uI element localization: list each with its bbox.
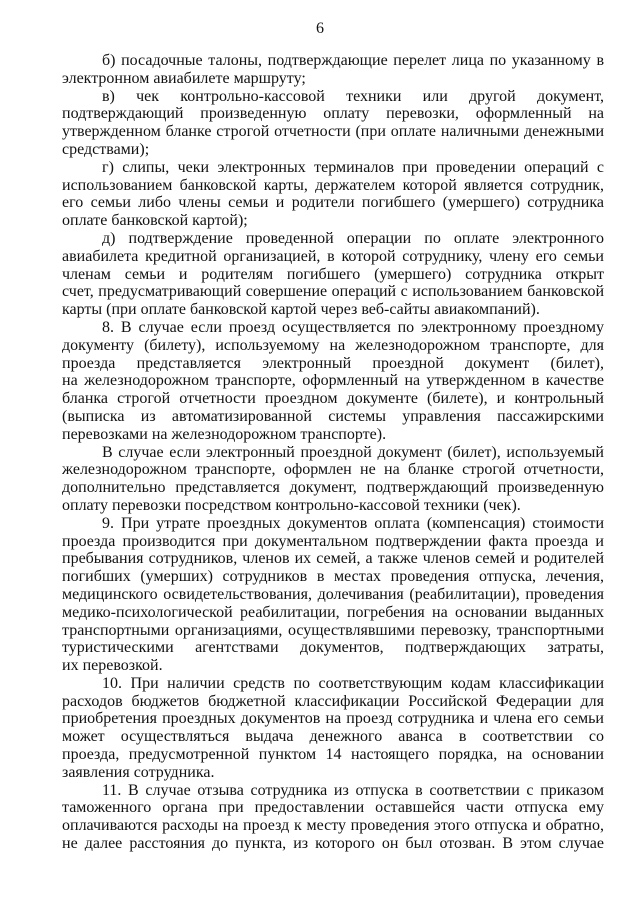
paragraph bbox=[62, 444, 604, 515]
text-line: 8. В случае если проезд осуществляется по электронному проездному bbox=[102, 318, 604, 336]
paragraph bbox=[62, 159, 604, 230]
text-line: В случае если электронный проездной документ (билет), используемый bbox=[102, 443, 604, 461]
text-line: в) чек контрольно-кассовой техники или другой документ, bbox=[102, 87, 604, 105]
text-line: погибших (умерших) сотрудников в местах проведения отпуска, лечения, bbox=[62, 568, 604, 586]
text-line: (выписка из автоматизированной системы управления пассажирскими bbox=[62, 407, 604, 425]
paragraph bbox=[62, 88, 604, 159]
text-line: подтверждающий произведенную оплату перевозки, оформленный на bbox=[62, 105, 604, 123]
text-line: оплачиваются расходы на проезд к месту проведения этого отпуска и обратно, bbox=[62, 817, 604, 835]
page-number: 6 bbox=[316, 20, 324, 37]
text-line: перевозками на железнодорожном транспорте). bbox=[62, 425, 387, 443]
text-line: членам семьи и родителям погибшего (умершего) сотрудника открыт bbox=[62, 265, 604, 283]
text-line: использованием банковской карты, держателем которой является сотрудник, bbox=[62, 176, 604, 194]
text-line: оплате банковской картой); bbox=[62, 212, 248, 230]
text-line: туристическими агентствами документов, подтверждающих затраты, bbox=[62, 639, 604, 657]
text-line: приобретения проездных документов на проезд сотрудника и члена его семьи bbox=[62, 710, 604, 728]
text-line: заявления сотрудника. bbox=[62, 763, 215, 781]
text-line: транспортными организациями, осуществлявшими перевозку, транспортными bbox=[62, 621, 604, 639]
text-line: дополнительно представляется документ, подтверждающий произведенную bbox=[62, 479, 604, 497]
text-line: не далее расстояния до пункта, из которого он был отозван. В этом случае bbox=[62, 835, 604, 853]
paragraph bbox=[62, 319, 604, 444]
text-line: на железнодорожном транспорте, оформленный на утвержденном в качестве bbox=[62, 372, 604, 390]
text-line: может осуществляться выдача денежного аванса в соответствии со bbox=[62, 728, 604, 746]
text-line: электронном авиабилете маршруту; bbox=[62, 69, 306, 87]
text-line: проезда представляется электронный проездной документ (билет), bbox=[62, 354, 604, 372]
paragraph bbox=[62, 675, 604, 782]
text-line: проезда, предусмотренной пунктом 14 настоящего порядка, на основании bbox=[62, 746, 604, 764]
text-line: б) посадочные талоны, подтверждающие перелет лица по указанному в bbox=[102, 52, 604, 69]
text-line: 9. При утрате проездных документов оплата (компенсация) стоимости bbox=[102, 514, 604, 532]
text-line: проезда производится при документальном подтверждении факта проезда и bbox=[62, 532, 604, 550]
text-line: утвержденном бланке строгой отчетности (при оплате наличными денежными bbox=[62, 123, 604, 141]
text-line: железнодорожном транспорте, оформлен не на бланке строгой отчетности, bbox=[62, 461, 604, 479]
text-line: авиабилета кредитной организацией, в которой сотруднику, члену его семьи bbox=[62, 247, 604, 265]
text-line: расходов бюджетов бюджетной классификации Российской Федерации для bbox=[62, 692, 604, 710]
paragraph bbox=[62, 52, 604, 88]
text-line: документу (билету), используемому на железнодорожном транспорте, для bbox=[62, 336, 604, 354]
text-line: медицинского освидетельствования, долечивания (реабилитации), проведения bbox=[62, 585, 604, 603]
text-line: средствами); bbox=[62, 140, 150, 158]
text-line: 11. В случае отзыва сотрудника из отпуска в соответствии с приказом bbox=[102, 781, 604, 799]
document-body bbox=[62, 52, 604, 853]
text-line: оплату перевозки посредством контрольно-кассовой техники (чек). bbox=[62, 496, 521, 514]
text-line: г) слипы, чеки электронных терминалов при проведении операций с bbox=[102, 158, 604, 176]
text-line: их перевозкой. bbox=[62, 657, 163, 675]
text-line: д) подтверждение проведенной операции по оплате электронного bbox=[102, 229, 604, 247]
text-line: бланка строгой отчетности проездном документе (билете), и контрольный bbox=[62, 390, 604, 408]
text-line: его семьи либо члены семьи и родители погибшего (умершего) сотрудника bbox=[62, 194, 604, 212]
text-line: медико-психологической реабилитации, погребения на основании выданных bbox=[62, 603, 604, 621]
paragraph bbox=[62, 515, 604, 675]
text-line: пребывания сотрудников, членов их семей, а также членов семей и родителей bbox=[62, 550, 604, 568]
paragraph bbox=[62, 230, 604, 319]
text-line: счет, предусматривающий совершение операций с использованием банковской bbox=[62, 283, 604, 301]
paragraph bbox=[62, 782, 604, 853]
text-line: 10. При наличии средств по соответствующим кодам классификации bbox=[102, 674, 604, 692]
text-line: карты (при оплате банковской картой через веб-сайты авиакомпаний). bbox=[62, 301, 540, 319]
text-line: таможенного органа при предоставлении оставшейся части отпуска ему bbox=[62, 799, 604, 817]
